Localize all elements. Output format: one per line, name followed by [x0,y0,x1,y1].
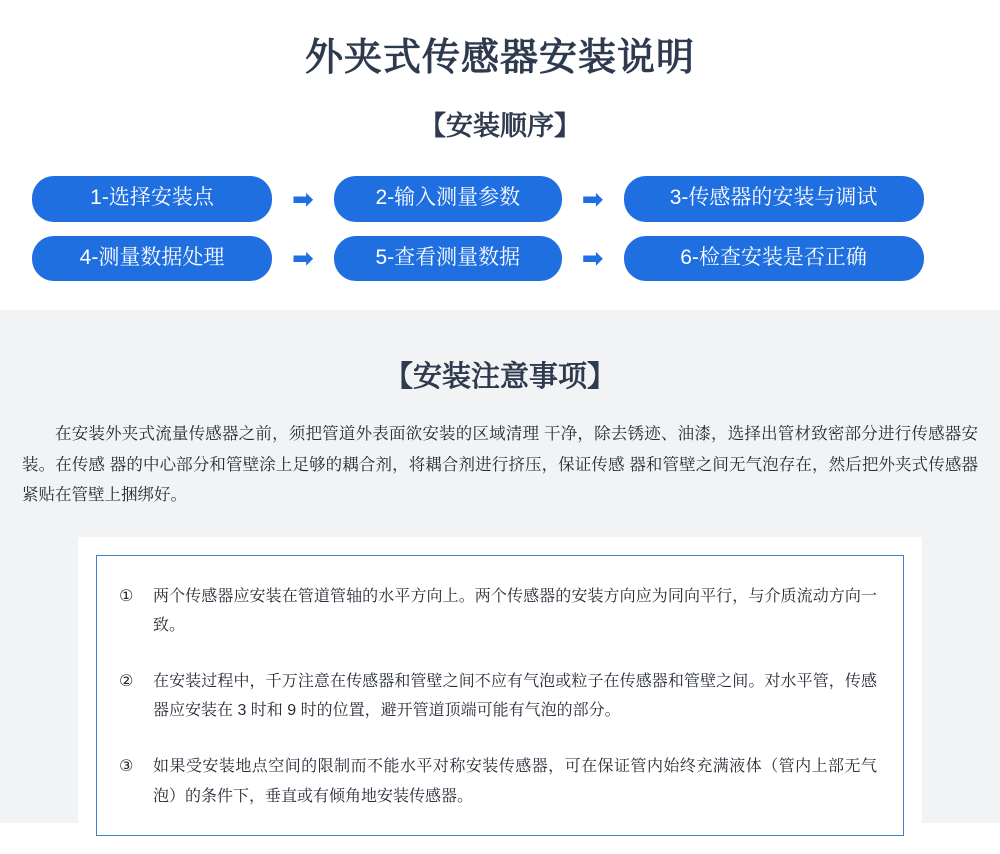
notice-intro-paragraph: 在安装外夹式流量传感器之前，须把管道外表面欲安装的区域清理 干净，除去锈迹、油漆，选择出管材致密部分进行传感器安装。在传感 器的中心部分和管壁涂上足够的耦合剂，将耦合剂进行挤压，保证传感 器和管壁之间无气泡存在，然后把外夹式传感器紧贴在管壁上捆绑好。 [22,425,978,505]
list-item [119,667,877,726]
step-5-view-measure-data[interactable]: 5-查看测量数据 [334,236,562,281]
step-2-input-measure-params[interactable]: 2-输入测量参数 [334,176,562,221]
list-item-text: 如果受安装地点空间的限制而不能水平对称安装传感器，可在保证管内始终充满液体（管内上部无气泡）的条件下，垂直或有倾角地安装传感器。 [153,757,877,805]
arrow-right-icon: ➡ [292,184,314,215]
list-item [119,582,877,641]
arrow-right-icon: ➡ [292,243,314,274]
list-item-marker: ③ [119,757,134,775]
list-item [119,752,877,811]
list-item-text: 两个传感器应安装在管道管轴的水平方向上。两个传感器的安装方向应为同向平行，与介质流动方向一致。 [153,587,877,635]
step-4-measure-data-processing[interactable]: 4-测量数据处理 [32,236,272,281]
notice-card [78,537,922,854]
install-sequence-heading: 【安装顺序】 [419,111,581,142]
header-section [0,0,1000,310]
install-sequence-steps [0,176,1000,280]
step-3-sensor-install-and-debug[interactable]: 3-传感器的安装与调试 [624,176,924,221]
step-row-2 [32,236,968,281]
arrow-right-icon: ➡ [581,243,604,274]
list-item-text: 在安装过程中，千万注意在传感器和管壁之间不应有气泡或粒子在传感器和管壁之间。对水平管，传感器应安装在 3 时和 9 时的位置，避开管道顶端可能有气泡的部分。 [153,672,877,720]
list-item-marker: ② [119,672,134,690]
arrow-right-icon: ➡ [581,184,604,215]
list-item-marker: ① [119,587,134,605]
step-row-1 [32,176,968,221]
notice-section [0,310,1000,823]
page-title: 外夹式传感器安装说明 [304,37,695,79]
notice-heading: 【安装注意事项】 [383,361,616,393]
step-1-select-install-point[interactable]: 1-选择安装点 [32,176,272,221]
step-6-check-install-correct[interactable]: 6-检查安装是否正确 [624,236,924,281]
notice-card-border [96,555,904,837]
